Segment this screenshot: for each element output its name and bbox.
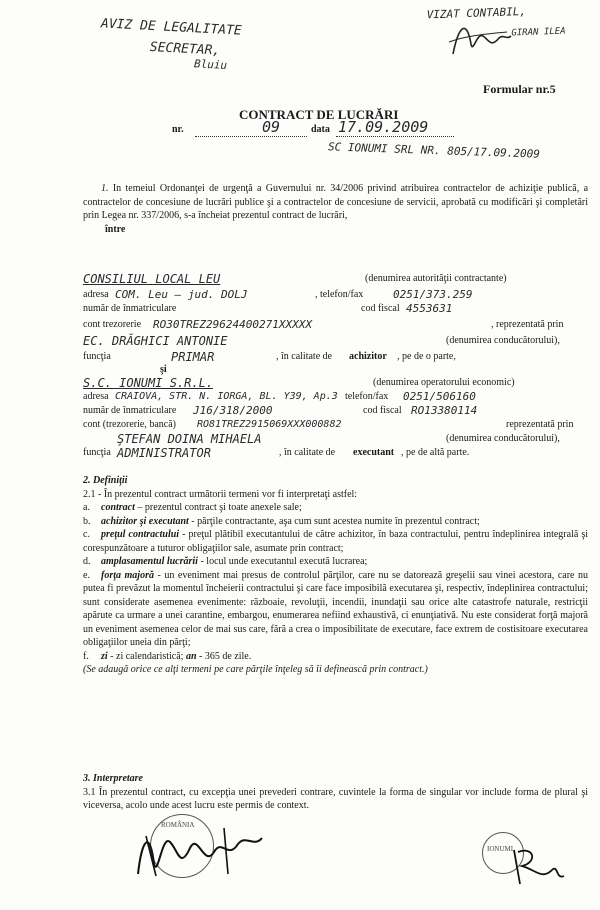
achizitor-functia: PRIMAR	[171, 350, 215, 364]
contract-title: CONTRACT DE LUCRĂRI	[239, 107, 399, 122]
achizitor-repr: EC. DRĂGHICI ANTONIE	[83, 334, 228, 348]
legalitate-note	[99, 16, 242, 72]
achizitor-cont-label: cont trezorerie	[83, 319, 142, 330]
executant-inm-row	[83, 404, 588, 418]
intro-number: 1.	[101, 183, 109, 194]
data-value: 17.09.2009	[338, 118, 429, 136]
executant-cod-fiscal: RO13380114	[411, 404, 478, 417]
definitie-item-c	[83, 528, 588, 555]
data-underline	[336, 136, 454, 137]
achizitor-name-label: (denumirea autorităţii contractante)	[365, 273, 507, 284]
definitie-term: achizitor şi executant	[101, 515, 189, 527]
signature-right	[508, 840, 568, 890]
definitie-mark: f.	[83, 650, 89, 662]
achizitor-nr-inm-label: număr de înmatriculare	[83, 303, 177, 314]
executant-calitate-pre: , în calitate de	[279, 447, 336, 458]
executant-cont-row	[83, 418, 588, 432]
definitie-text: - zi calendaristică;	[107, 650, 186, 662]
definitie-mark: b.	[83, 515, 91, 527]
nr-underline	[195, 136, 307, 137]
interpretare-text: 3.1 În prezentul contract, cu excepţia unei prevederi contrare, cuvintele la forma de singular vor include forma de plural şi viceversa, acolo unde acest lucru este permis de context.	[83, 786, 588, 811]
definitie-item-d	[83, 555, 588, 569]
achizitor-calitate-pre: , în calitate de	[276, 351, 333, 362]
executant-cont: RO81TREZ2915069XXX000882	[197, 419, 342, 430]
executant-nr-inm-label: număr de înmatriculare	[83, 405, 177, 416]
definitie-item-b	[83, 515, 588, 529]
registration-ref: SC IONUMI SRL NR. 805/17.09.2009	[327, 140, 541, 161]
definitie-text2: - 365 de zile.	[196, 650, 252, 662]
executant-nr-inm: J16/318/2000	[193, 404, 273, 417]
executant-adresa-row	[83, 390, 588, 404]
definitie-term: zi	[101, 650, 108, 662]
achizitor-adresa-row	[83, 288, 588, 302]
achizitor-name-row	[83, 272, 588, 286]
stamp-left-text: ROMÂNIA	[161, 821, 195, 829]
definitie-term: forţa majoră	[101, 569, 154, 581]
achizitor-tel-label: , telefon/fax	[315, 289, 364, 300]
definitie-item-f	[83, 650, 588, 664]
achizitor-repr-role-label: (denumirea conducătorului),	[446, 335, 560, 346]
definitie-mark: e.	[83, 569, 90, 581]
achizitor-cont-row	[83, 318, 588, 332]
definitie-text: – prezentul contract şi toate anexele sale;	[134, 502, 302, 513]
vizat-name: GIRAN ILEA	[511, 26, 566, 39]
executant-repr: ŞTEFAN DOINA MIHAELA	[117, 432, 262, 446]
executant-repr-row	[83, 432, 588, 446]
executant-adresa: CRAIOVA, STR. N. IORGA, BL. Y39, Ap.3	[115, 391, 338, 402]
definitie-text: - locul unde executantul execută lucrarea;	[197, 556, 368, 567]
definitie-term: contract	[101, 502, 135, 513]
interpretare-heading: 3. Interpretare	[83, 773, 143, 784]
definitie-text: - preţul plătibil executantului de către achizitor, în baza contractului, pentru îndeplinirea integrală şi corespunzătoare a tuturor obligaţiilor sale, asumate prin contract;	[83, 529, 588, 554]
achizitor-adresa-label: adresa	[83, 289, 109, 300]
definitii-note: (Se adaugă orice ce alţi termeni pe care părţile înţeleg să îi definească prin contract.)	[83, 664, 428, 675]
executant-functia: ADMINISTRATOR	[117, 446, 211, 460]
intro-text: In temeiul Ordonanţei de urgenţă a Guvernului nr. 34/2006 privind atribuirea contractelor de achiziţie publică, a contractelor de concesiune de lucrări publice şi a contractelor de concesiune de servicii, aprobată cu modificări şi completări prin Legea nr. 337/2006, s-a încheiat prezentul contract de lucrări,	[83, 183, 589, 221]
definitie-item-e	[83, 569, 588, 650]
data-label: data	[311, 124, 330, 135]
achizitor-name: CONSILIUL LOCAL LEU	[83, 272, 221, 286]
vizat-signature	[445, 14, 515, 60]
achizitor-cod-fiscal-label: cod fiscal	[361, 303, 400, 314]
executant-cont-label: cont (trezorerie, bancă)	[83, 419, 176, 430]
executant-calitate-post: , pe de altă parte.	[401, 447, 470, 458]
executant-name-row	[83, 376, 588, 390]
achizitor-repr-row	[83, 334, 588, 348]
executant-adresa-label: adresa	[83, 391, 109, 402]
intro-paragraph	[83, 182, 588, 236]
achizitor-cod-fiscal: 4553631	[406, 302, 453, 315]
achizitor-inm-row	[83, 302, 588, 316]
intro-intre: între	[105, 223, 126, 235]
formular-label: Formular nr.5	[483, 82, 556, 96]
executant-repr-label: reprezentată prin	[506, 419, 574, 430]
definitie-mark: c.	[83, 529, 90, 540]
stamp-right-text: IONUMI	[487, 845, 514, 853]
definitie-mark: a.	[83, 502, 90, 513]
nr-value: 09	[262, 118, 281, 136]
executant-calitate: executant	[353, 447, 395, 458]
legalitate-line1: AVIZ DE LEGALITATE	[100, 16, 243, 39]
executant-cod-fiscal-label: cod fiscal	[363, 405, 402, 416]
vizat-line: VIZAT CONTABIL,	[426, 4, 527, 22]
signature-left	[128, 818, 268, 882]
definitie-text: - un eveniment mai presus de controlul părţilor, care nu se datorează greşelii sau vinei acestora, care nu putea fi prevăzut la momentul încheierii contractului şi care face imposibilă executarea şi, respectiv, îndeplinirea contractului; sunt considerate asemenea evenimente: războaie, revoluţii, incendii, inundaţii sau orice alte catastrofe naturale, restricţii apărute ca urmare a unei carantine, embargou, enumerarea nefiind exhaustivă, ci enunţiativă. Nu este considerat forţă majoră un eveniment asemenea celor de mai sus care, fără a crea o imposibilitate de executare, face extrem de costisitoare executarea obligaţiilor uneia din părţi;	[83, 569, 588, 648]
executant-functia-label: funcţia	[83, 447, 111, 458]
legalitate-signature: Bluiu	[193, 57, 228, 72]
achizitor-calitate: achizitor	[349, 351, 387, 362]
executant-repr-role-label: (denumirea conducătorului),	[446, 433, 560, 444]
definitie-term2: an	[185, 650, 197, 662]
definitii-heading: 2. Definiţii	[83, 475, 128, 486]
interpretare-section	[83, 772, 588, 813]
definitie-mark: d.	[83, 556, 91, 567]
achizitor-adresa: COM. Leu – jud. DOLJ	[115, 288, 248, 301]
nr-label: nr.	[172, 124, 184, 135]
achizitor-calitate-post: , pe de o parte,	[397, 351, 456, 362]
definitii-intro: 2.1 - În prezentul contract următorii termeni vor fi interpretaţi astfel:	[83, 488, 358, 500]
achizitor-tel: 0251/373.259	[393, 288, 473, 301]
achizitor-repr-label: , reprezentată prin	[491, 319, 564, 330]
achizitor-cont: RO30TREZ29624400271XXXXX	[153, 318, 312, 331]
executant-functia-row	[83, 446, 588, 460]
achizitor-functia-row	[83, 350, 588, 364]
definitie-item-a	[83, 501, 588, 515]
executant-name: S.C. IONUMI S.R.L.	[83, 376, 214, 390]
definitie-term: amplasamentul lucrării	[101, 556, 198, 567]
si-connector: şi	[160, 364, 167, 375]
executant-name-label: (denumirea operatorului economic)	[373, 377, 515, 388]
definitie-term: preţul contractului	[101, 529, 180, 540]
legalitate-line2: SECRETAR,	[149, 39, 221, 59]
executant-tel-label: telefon/fax	[345, 391, 389, 402]
definitii-section	[83, 474, 588, 677]
definitie-text: - părţile contractante, aşa cum sunt acestea numite în prezentul contract;	[188, 515, 480, 527]
achizitor-functia-label: funcţia	[83, 351, 111, 362]
executant-tel: 0251/506160	[403, 390, 476, 403]
